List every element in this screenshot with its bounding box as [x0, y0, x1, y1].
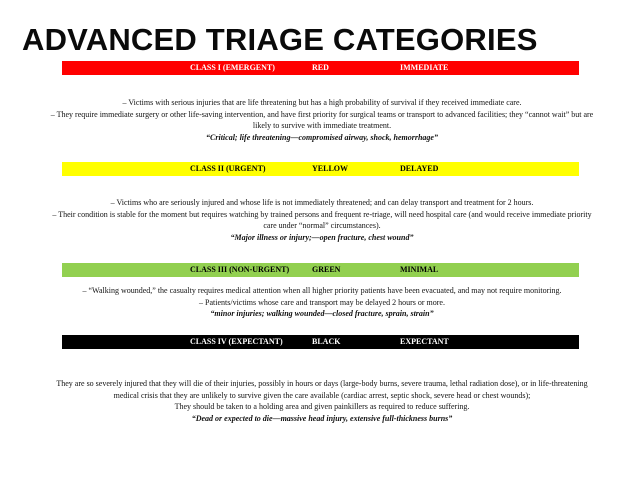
class-3-example: “minor injuries; walking wounded—closed fracture, sprain, strain”	[210, 309, 434, 319]
class-2-line-1: – Victims who are seriously injured and whose life is not immediately threatened; and can delay transport and treatment for 2 hours.	[110, 198, 534, 207]
class-1-label: CLASS I (EMERGENT)	[190, 63, 275, 72]
class-1-header-band	[62, 61, 579, 75]
class-4-priority: EXPECTANT	[400, 337, 449, 346]
class-4-line-1: They are so severely injured that they will die of their injuries, possibly in hours or days (large-body burns, severe trauma, lethal radiation dose), or in life-threatening medical crisis that they are unlikely to survive given the care available (cardiac arrest, septic shock, severe head or chest wounds);	[56, 379, 588, 400]
class-1-priority: IMMEDIATE	[400, 63, 449, 72]
class-1-line-1: – Victims with serious injuries that are life threatening but has a high probability of survival if they received immediate care.	[122, 98, 522, 107]
class-4-example: “Dead or expected to die—massive head injury, extensive full-thickness burns”	[191, 413, 453, 423]
class-3-line-2: – Patients/victims whose care and transport may be delayed 2 hours or more.	[199, 297, 445, 307]
class-2-line-2: – Their condition is stable for the moment but requires watching by trained persons and frequent re-triage, will need hospital care (and would receive immediate priority care under “normal” circumstances).	[52, 209, 592, 231]
class-2-description	[48, 197, 596, 243]
class-2-priority: DELAYED	[400, 164, 439, 173]
class-2-header-band	[62, 162, 579, 176]
class-3-line-1: – “Walking wounded,” the casualty requires medical attention when all higher priority patients have been evacuated, and may not require monitoring.	[82, 286, 562, 295]
class-3-header-band	[62, 263, 579, 277]
class-2-example: “Major illness or injury;—open fracture, chest wound”	[230, 232, 414, 242]
slide-title: ADVANCED TRIAGE CATEGORIES	[22, 22, 538, 57]
class-1-example: “Critical; life threatening—compromised airway, shock, hemorrhage”	[206, 132, 438, 142]
class-4-label: CLASS IV (EXPECTANT)	[190, 337, 283, 346]
class-4-description	[48, 378, 596, 424]
class-4-header-band	[62, 335, 579, 349]
class-3-priority: MINIMAL	[400, 265, 439, 274]
class-4-line-2: They should be taken to a holding area and given painkillers as required to reduce suffering.	[174, 402, 470, 412]
class-3-description	[48, 285, 596, 320]
class-4-color: BLACK	[312, 337, 341, 346]
class-2-color: YELLOW	[312, 164, 349, 173]
class-1-line-2: – They require immediate surgery or other life-saving intervention, and have first priority for surgical teams or transport to advanced facilities; they “cannot wait” but are likely to survive with immediate treatment.	[50, 109, 594, 131]
class-3-label: CLASS III (NON-URGENT)	[190, 265, 290, 274]
class-1-color: RED	[312, 63, 329, 72]
class-3-color: GREEN	[312, 265, 341, 274]
class-2-label: CLASS II (URGENT)	[190, 164, 266, 173]
class-1-description	[48, 97, 596, 143]
